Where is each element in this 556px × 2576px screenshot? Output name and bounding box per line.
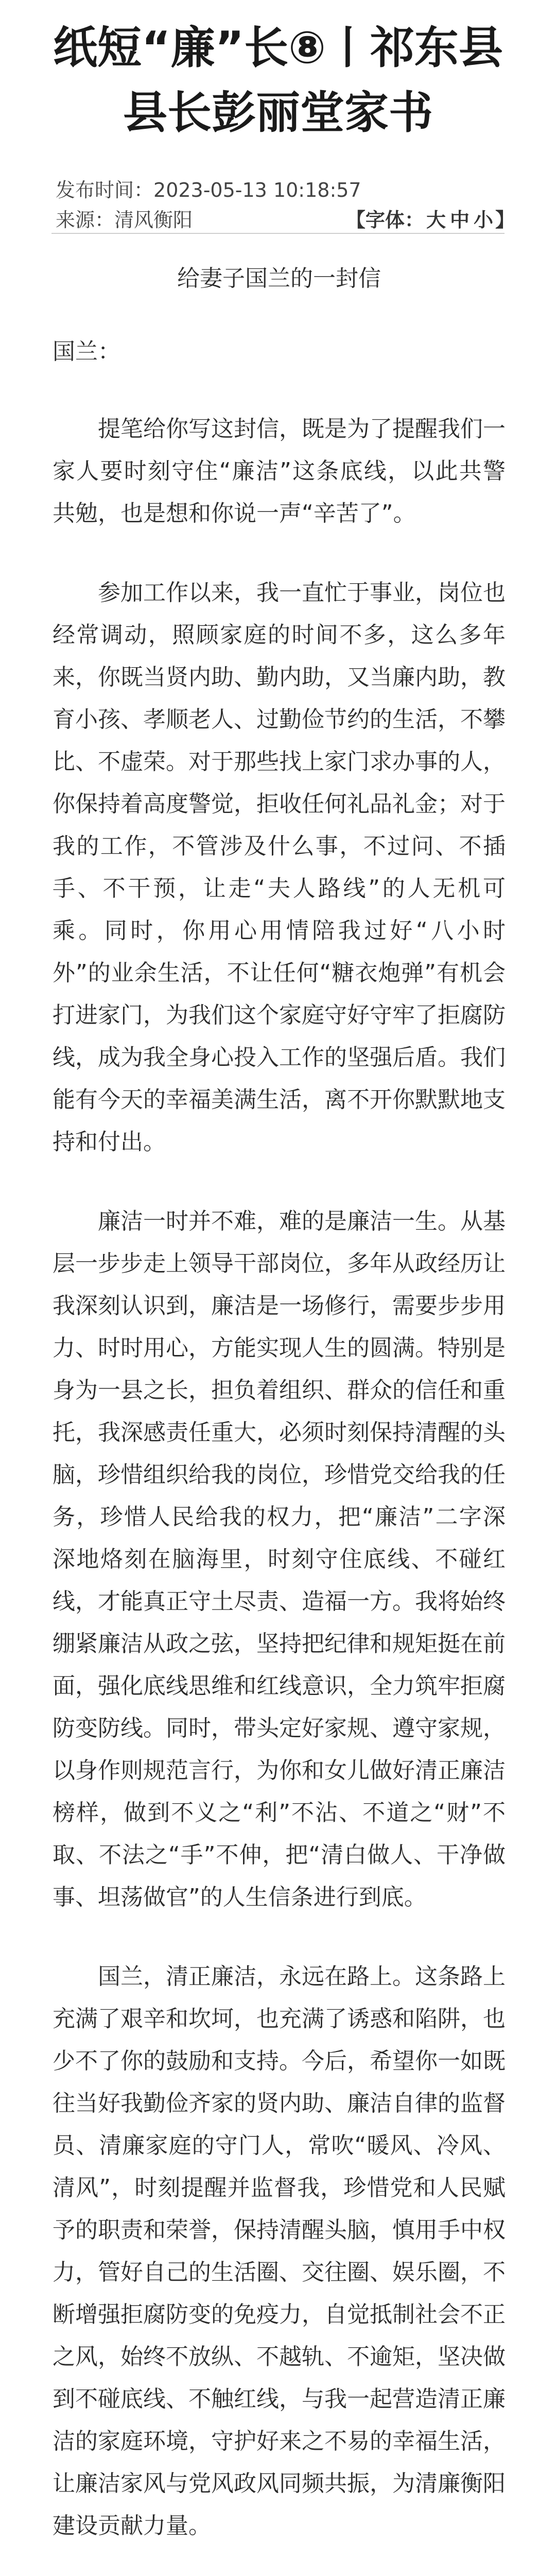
header-divider (51, 233, 505, 234)
publish-time-label: 发布时间： (56, 179, 154, 201)
source-label: 来源： (56, 209, 115, 231)
article-title-line1: 纸短“廉”长⑧丨祁东县 (53, 22, 503, 74)
publish-time-row (56, 174, 361, 202)
font-size-bracket: 】 (495, 209, 515, 231)
letter-title: 给妻子国兰的一封信 (177, 265, 381, 292)
font-size-label: 【字体： (345, 209, 424, 231)
letter-paragraph: 参加工作以来，我一直忙于事业，岗位也经常调动，照顾家庭的时间不多，这么多年来，你既当贤内助、勤内助，又当廉内助，教育小孩、孝顺老人、过勤俭节约的生活，不攀比、不虚荣。对于那些找上家门求办事的人，你保持着高度警觉，拒收任何礼品礼金；对于我的工作，不管涉及什么事，不过问、不插手、不干预，让走“夫人路线”的人无机可乘。同时，你用心用情陪我过好“八小时外”的业余生活，不让任何“糖衣炮弹”有机会打进家门，为我们这个家庭守好守牢了拒腐防线，成为我全身心投入工作的坚强后盾。我们能有今天的幸福美满生活，离不开你默默地支持和付出。 (53, 580, 506, 1155)
letter-salutation: 国兰： (53, 338, 120, 365)
article-body (53, 242, 506, 2576)
letter-paragraph: 国兰，清正廉洁，永远在路上。这条路上充满了艰辛和坎坷，也充满了诱惑和陷阱，也少不了你的鼓励和支持。今后，希望你一如既往当好我勤俭齐家的贤内助、廉洁自律的监督员、清廉家庭的守门人，常吹“暖风、冷风、清风”，时刻提醒并监督我，珍惜党和人民赋予的职责和荣誉，保持清醒头脑，慎用手中权力，管好自己的生活圈、交往圈、娱乐圈，不断增强拒腐防变的免疫力，自觉抵制社会不正之风，始终不放纵、不越轨、不逾矩，坚决做到不碰底线、不触红线，与我一起营造清正廉洁的家庭环境，守护好来之不易的幸福生活，让廉洁家风与党风政风同频共振，为清廉衡阳建设贡献力量。 (53, 1963, 506, 2539)
font-size-control (346, 204, 515, 232)
source-row (56, 204, 193, 232)
font-size-large-button[interactable]: 大 (426, 209, 446, 231)
article-title-line2: 县长彭丽堂家书 (123, 87, 433, 139)
source-value: 清风衡阳 (114, 209, 193, 231)
font-size-small-button[interactable]: 小 (473, 209, 493, 231)
letter-paragraph: 提笔给你写这封信，既是为了提醒我们一家人要时刻守住“廉洁”这条底线，以此共警共勉，也是想和你说一声“辛苦了”。 (53, 416, 506, 527)
font-size-medium-button[interactable]: 中 (449, 209, 470, 231)
article-title (0, 15, 556, 145)
publish-time-value: 2023-05-13 10:18:57 (153, 179, 361, 201)
letter-paragraph: 廉洁一时并不难，难的是廉洁一生。从基层一步步走上领导干部岗位，多年从政经历让我深刻认识到，廉洁是一场修行，需要步步用力、时时用心，方能实现人生的圆满。特别是身为一县之长，担负着组织、群众的信任和重托，我深感责任重大，必须时刻保持清醒的头脑，珍惜组织给我的岗位，珍惜党交给我的任务，珍惜人民给我的权力，把“廉洁”二字深深地烙刻在脑海里，时刻守住底线、不碰红线，才能真正守土尽责、造福一方。我将始终绷紧廉洁从政之弦，坚持把纪律和规矩挺在前面，强化底线思维和红线意识，全力筑牢拒腐防变防线。同时，带头定好家规、遵守家规，以身作则规范言行，为你和女儿做好清正廉洁榜样，做到不义之“利”不沾、不道之“财”不取、不法之“手”不伸，把“清白做人、干净做事、坦荡做官”的人生信条进行到底。 (53, 1208, 506, 1910)
